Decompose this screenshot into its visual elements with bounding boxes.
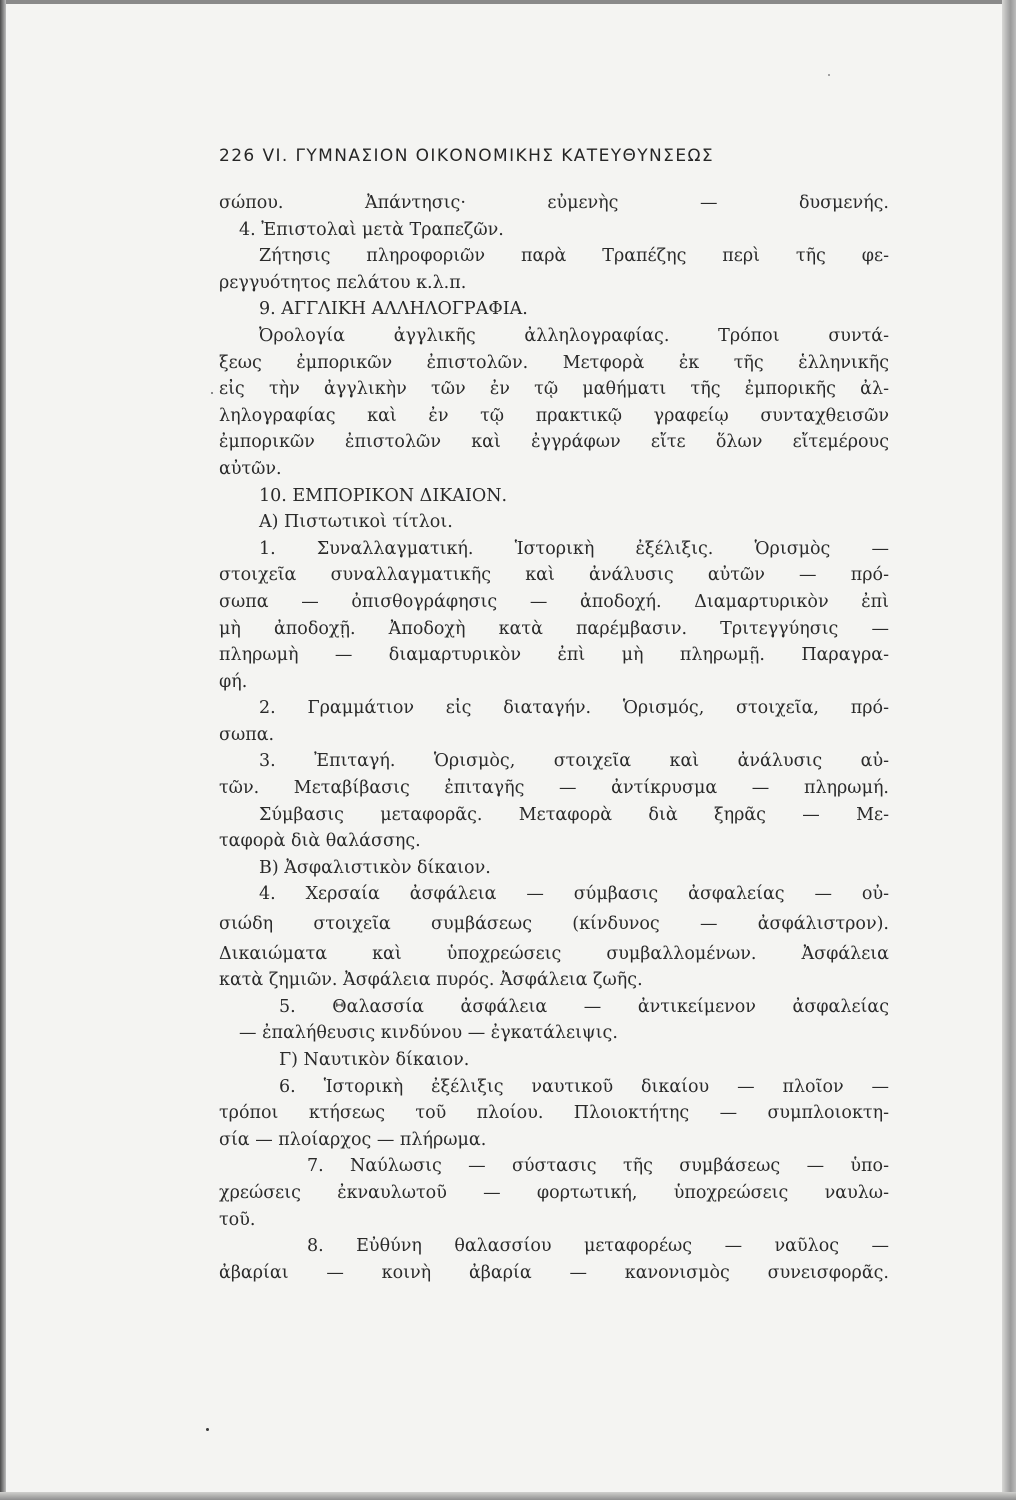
text-line: μὴ ἀποδοχῇ. Ἀποδοχὴ κατὰ παρέμβασιν. Τριτεγγύησις — — [219, 618, 889, 639]
text-line: στοιχεῖα συναλλαγματικῆς καὶ ἀνάλυσις αὐτῶν — πρό- — [219, 565, 889, 586]
text-line: χρεώσεις ἐκναυλωτοῦ — φορτωτική, ὑποχρεώσεις ναυλω- — [219, 1182, 889, 1203]
text-line: — ἐπαλήθευσις κινδύνου — ἐγκατάλειψις. — [239, 1023, 618, 1044]
section-heading: 9. ΑΓΓΛΙΚΗ ΑΛΛΗΛΟΓΡΑΦΙΑ. — [259, 299, 528, 320]
text-line: σιώδη στοιχεῖα συμβάσεως (κίνδυνος — ἀσφάλιστρον). — [219, 914, 889, 935]
text-line: τοῦ. — [219, 1209, 256, 1230]
scan-speck — [211, 392, 213, 394]
running-header: 226 VI. ΓΥΜΝΑΣΙΟΝ ΟΙΚΟΝΟΜΙΚΗΣ ΚΑΤΕΥΘΥΝΣΕΩΣ — [219, 146, 714, 166]
scan-speck — [206, 1428, 209, 1431]
text-line: Ὀρολογία ἀγγλικῆς ἀλληλογραφίας. Τρόποι συντά- — [259, 325, 889, 346]
text-line: 1. Συναλλαγματική. Ἱστορικὴ ἐξέλιξις. Ὁρισμὸς — — [259, 538, 889, 559]
scan-edge-right — [1002, 0, 1016, 1500]
text-line: τρόποι κτήσεως τοῦ πλοίου. Πλοιοκτήτης — συμπλοιοκτη- — [219, 1103, 889, 1124]
text-line: ληλογραφίας καὶ ἐν τῷ πρακτικῷ γραφείῳ συνταχθεισῶν — [219, 405, 889, 426]
section-heading: 10. ΕΜΠΟΡΙΚΟΝ ΔΙΚΑΙΟΝ. — [259, 485, 508, 506]
text-line: κατὰ ζημιῶν. Ἀσφάλεια πυρός. Ἀσφάλεια ζωῆς. — [219, 970, 643, 991]
page-body — [219, 190, 889, 1286]
text-line: ξεως ἐμπορικῶν ἐπιστολῶν. Μετφορὰ ἐκ τῆς ἑλληνικῆς — [219, 352, 889, 373]
text-line: σώπου. Ἀπάντησις· εὐμενὴς — δυσμενής. — [219, 193, 889, 213]
text-line: φή. — [219, 671, 248, 692]
text-line: Σύμβασις μεταφορᾶς. Μεταφορὰ διὰ ξηρᾶς — Με- — [259, 804, 889, 825]
text-line: 8. Εὐθύνη θαλασσίου μεταφορέως — ναῦλος — — [307, 1236, 889, 1257]
text-line: σωπα — ὀπισθογράφησις — ἀποδοχή. Διαμαρτυρικὸν ἐπὶ — [219, 591, 889, 612]
subsection-heading: Β) Ἀσφαλιστικὸν δίκαιον. — [259, 857, 491, 878]
text-line: ἐμπορικῶν ἐπιστολῶν καὶ ἐγγράφων εἴτε ὅλων εἴτεμέρους — [219, 432, 889, 453]
text-line: σωπα. — [219, 724, 275, 745]
text-line: 5. Θαλασσία ἀσφάλεια — ἀντικείμενον ἀσφαλείας — [279, 996, 889, 1017]
text-line: Δικαιώματα καὶ ὑποχρεώσεις συμβαλλομένων. Ἀσφάλεια — [219, 943, 889, 964]
text-line: ταφορὰ διὰ θαλάσσης. — [219, 831, 421, 852]
scan-edge-top — [0, 0, 1016, 4]
text-line: πληρωμὴ — διαμαρτυρικὸν ἐπὶ μὴ πληρωμῇ. Παραγρα- — [219, 645, 889, 666]
text-line: αὐτῶν. — [219, 458, 282, 479]
text-line: 7. Ναύλωσις — σύστασις τῆς συμβάσεως — ὑπο- — [307, 1156, 889, 1177]
text-line: 3. Ἐπιταγή. Ὁρισμὸς, στοιχεῖα καὶ ἀνάλυσις αὐ- — [259, 751, 889, 772]
subsection-heading: Α) Πιστωτικοὶ τίτλοι. — [259, 512, 453, 533]
text-line: 4. Ἐπιστολαὶ μετὰ Τραπεζῶν. — [239, 219, 504, 240]
text-line: τῶν. Μεταβίβασις ἐπιταγῆς — ἀντίκρυσμα — πληρωμή. — [219, 778, 889, 799]
scan-speck — [828, 74, 830, 76]
text-line: 2. Γραμμάτιον εἰς διαταγήν. Ὁρισμός, στοιχεῖα, πρό- — [259, 698, 889, 719]
text-line: 6. Ἱστορικὴ ἐξέλιξις ναυτικοῦ δικαίου — πλοῖον — — [279, 1076, 889, 1097]
scan-edge-bottom — [0, 1492, 1016, 1500]
text-line: σία — πλοίαρχος — πλήρωμα. — [219, 1129, 487, 1150]
text-line: ἀβαρίαι — κοινὴ ἀβαρία — κανονισμὸς συνεισφορᾶς. — [219, 1262, 889, 1283]
text-line: 4. Χερσαία ἀσφάλεια — σύμβασις ἀσφαλείας — οὐ- — [259, 884, 889, 905]
subsection-heading: Γ) Ναυτικὸν δίκαιον. — [279, 1050, 470, 1070]
text-line: ρεγγυότητος πελάτου κ.λ.π. — [219, 272, 467, 293]
scan-edge-left — [0, 0, 6, 1500]
text-line: εἰς τὴν ἀγγλικὴν τῶν ἐν τῷ μαθήματι τῆς ἐμπορικῆς ἀλ- — [219, 379, 889, 400]
text-line: Ζήτησις πληροφοριῶν παρὰ Τραπέζης περὶ τῆς φε- — [259, 246, 889, 267]
